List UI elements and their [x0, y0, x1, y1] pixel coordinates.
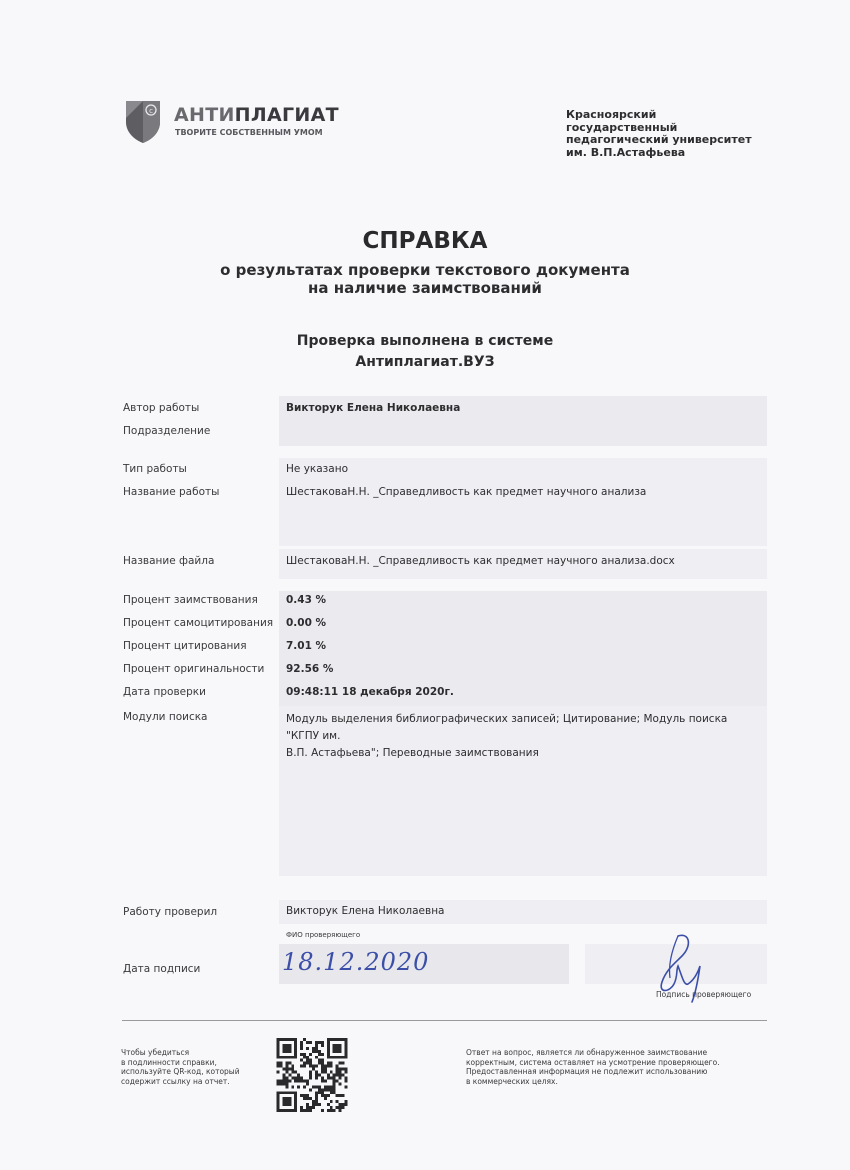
document-title: СПРАВКА [362, 228, 488, 254]
verify-note-line: используйте QR-код, который [121, 1067, 240, 1076]
university-name [566, 109, 752, 159]
verify-note-line: Чтобы убедиться [121, 1048, 190, 1057]
logo-title-light: АНТИ [174, 104, 235, 126]
checker-name-caption: ФИО проверяющего [286, 931, 361, 939]
shield-copyright-icon [124, 98, 162, 144]
university-line: государственный [566, 120, 678, 134]
work-type-label: Тип работы [123, 463, 187, 475]
disclaimer-line: Предоставленная информация не подлежит использованию [466, 1067, 708, 1076]
verify-note [121, 1048, 240, 1086]
citation-value: 7.01 % [286, 640, 327, 652]
disclaimer-line: Ответ на вопрос, является ли обнаруженное заимствование [466, 1048, 708, 1057]
originality-value: 92.56 % [286, 663, 334, 675]
work-type-value: Не указано [286, 463, 348, 475]
self-citation-label: Процент самоцитирования [123, 617, 274, 629]
system-line: Антиплагиат.ВУЗ [355, 354, 495, 370]
subtitle-line: о результатах проверки текстового документа [220, 261, 630, 279]
checked-by-value: Викторук Елена Николаевна [286, 905, 445, 917]
citation-label: Процент цитирования [123, 640, 247, 652]
logo-tagline: ТВОРИТЕ СОБСТВЕННЫМ УМОМ [175, 128, 323, 137]
logo-title [174, 104, 339, 126]
system-caption [0, 331, 850, 373]
svg-text:c: c [149, 107, 153, 115]
antiplagiat-logo [124, 98, 339, 148]
university-line: Красноярский [566, 108, 657, 121]
system-line: Проверка выполнена в системе [296, 333, 554, 349]
modules-value [286, 711, 756, 762]
check-date-value: 09:48:11 18 декабря 2020г. [286, 686, 454, 698]
document-subtitle [0, 261, 850, 297]
handwritten-sign-date: 18.12.2020 [282, 948, 430, 976]
work-title-value: ШестаковаН.Н. _Справедливость как предмет научного анализа [286, 486, 647, 498]
logo-title-dark: ПЛАГИАТ [234, 104, 339, 126]
borrowing-label: Процент заимствования [123, 594, 258, 606]
department-label: Подразделение [123, 425, 211, 437]
modules-line: Модуль выделения библиографических записей; Цитирование; Модуль поиска "КГПУ им. [286, 713, 728, 742]
disclaimer-line: корректным, система оставляет на усмотрение проверяющего. [466, 1057, 720, 1067]
sign-date-label: Дата подписи [123, 963, 201, 975]
work-title-label: Название работы [123, 486, 220, 498]
type-title-bg [279, 458, 767, 546]
qr-code-icon[interactable] [276, 1038, 348, 1112]
self-citation-value: 0.00 % [286, 617, 327, 629]
subtitle-line: на наличие заимствований [308, 279, 542, 297]
modules-line: В.П. Астафьева"; Переводные заимствования [286, 747, 539, 759]
disclaimer-line: в коммерческих целях. [466, 1076, 558, 1086]
footer-divider [122, 1020, 767, 1021]
author-value: Викторук Елена Николаевна [286, 402, 461, 414]
modules-label: Модули поиска [123, 711, 208, 723]
signature-caption: Подпись проверяющего [656, 990, 752, 999]
file-name-label: Название файла [123, 555, 215, 567]
author-label: Автор работы [123, 402, 200, 414]
originality-label: Процент оригинальности [123, 663, 265, 675]
university-line: педагогический университет [566, 133, 752, 146]
file-name-value: ШестаковаН.Н. _Справедливость как предмет научного анализа.docx [286, 555, 675, 567]
checked-by-label: Работу проверил [123, 906, 218, 918]
university-line: им. В.П.Астафьева [566, 145, 686, 159]
check-date-label: Дата проверки [123, 686, 206, 698]
verify-note-line: содержит ссылку на отчет. [121, 1076, 230, 1086]
verify-note-line: в подлинности справки, [121, 1057, 217, 1067]
disclaimer [466, 1048, 720, 1086]
borrowing-value: 0.43 % [286, 594, 327, 606]
